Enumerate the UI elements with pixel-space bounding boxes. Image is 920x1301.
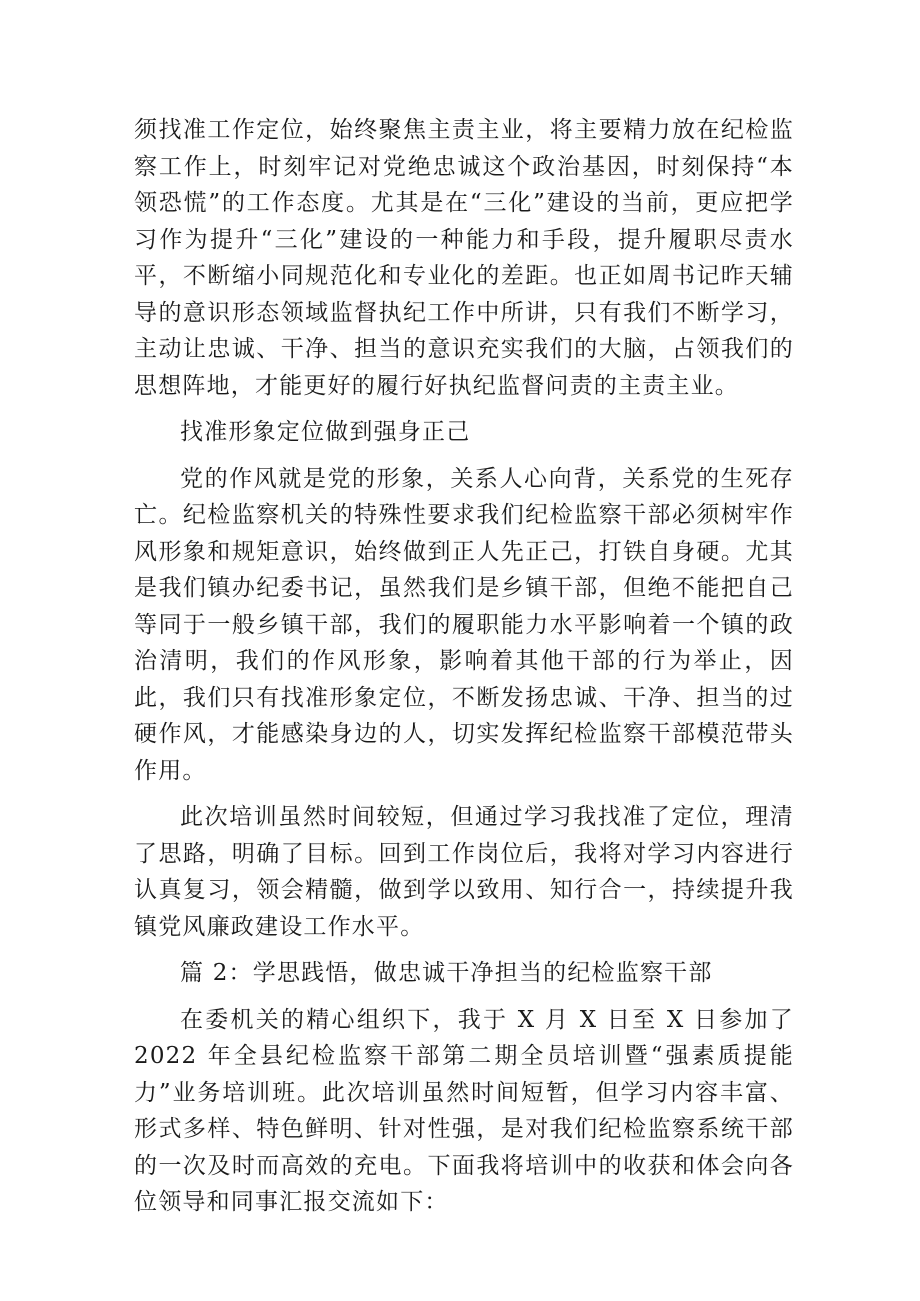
section-heading-image-positioning: 找准形象定位做到强身正己: [180, 419, 471, 445]
paragraph-training-intro: 在委机关的精心组织下，我于 X 月 X 日至 X 日参加了 2022 年全县纪检监察干部第二期全员培训暨“强素质提能力”业务培训班。此次培训虽然时间短暂，但学习内容丰富、形式多样、特色鲜明、针对性强，是对我们纪检监察系统干部的一次及时而高效的充电。下面我将培训中的收获和体会向各位领导和同事汇报交流如下：: [134, 1006, 794, 1215]
document-body: [134, 112, 794, 1231]
paragraph-party-style: 党的作风就是党的形象，关系人心向背，关系党的生死存亡。纪检监察机关的特殊性要求我们纪检监察干部必须树牢作风形象和规矩意识，始终做到正人先正己，打铁自身硬。尤其是我们镇办纪委书记，虽然我们是乡镇干部，但绝不能把自己等同于一般乡镇干部，我们的履职能力水平影响着一个镇的政治清明，我们的作风形象，影响着其他干部的行为举止，因此，我们只有找准形象定位，不断发扬忠诚、干净、担当的过硬作风，才能感染身边的人，切实发挥纪检监察干部模范带头作用。: [134, 465, 794, 784]
paragraph-training-summary: 此次培训虽然时间较短，但通过学习我找准了定位，理清了思路，明确了目标。回到工作岗位后，我将对学习内容进行认真复习，领会精髓，做到学以致用、知行合一，持续提升我镇党风廉政建设工作水平。: [134, 804, 794, 940]
paragraph-continued: 须找准工作定位，始终聚焦主责主业，将主要精力放在纪检监察工作上，时刻牢记对党绝忠诚这个政治基因，时刻保持“本领恐慌”的工作态度。尤其是在“三化”建设的当前，更应把学习作为提升“三化”建设的一种能力和手段，提升履职尽责水平，不断缩小同规范化和专业化的差距。也正如周书记昨天辅导的意识形态领域监督执纪工作中所讲，只有我们不断学习，主动让忠诚、干净、担当的意识充实我们的大脑，占领我们的思想阵地，才能更好的履行好执纪监督问责的主责主业。: [134, 117, 794, 399]
article-title-part-2: 篇 2：学思践悟，做忠诚干净担当的纪检监察干部: [180, 960, 713, 986]
